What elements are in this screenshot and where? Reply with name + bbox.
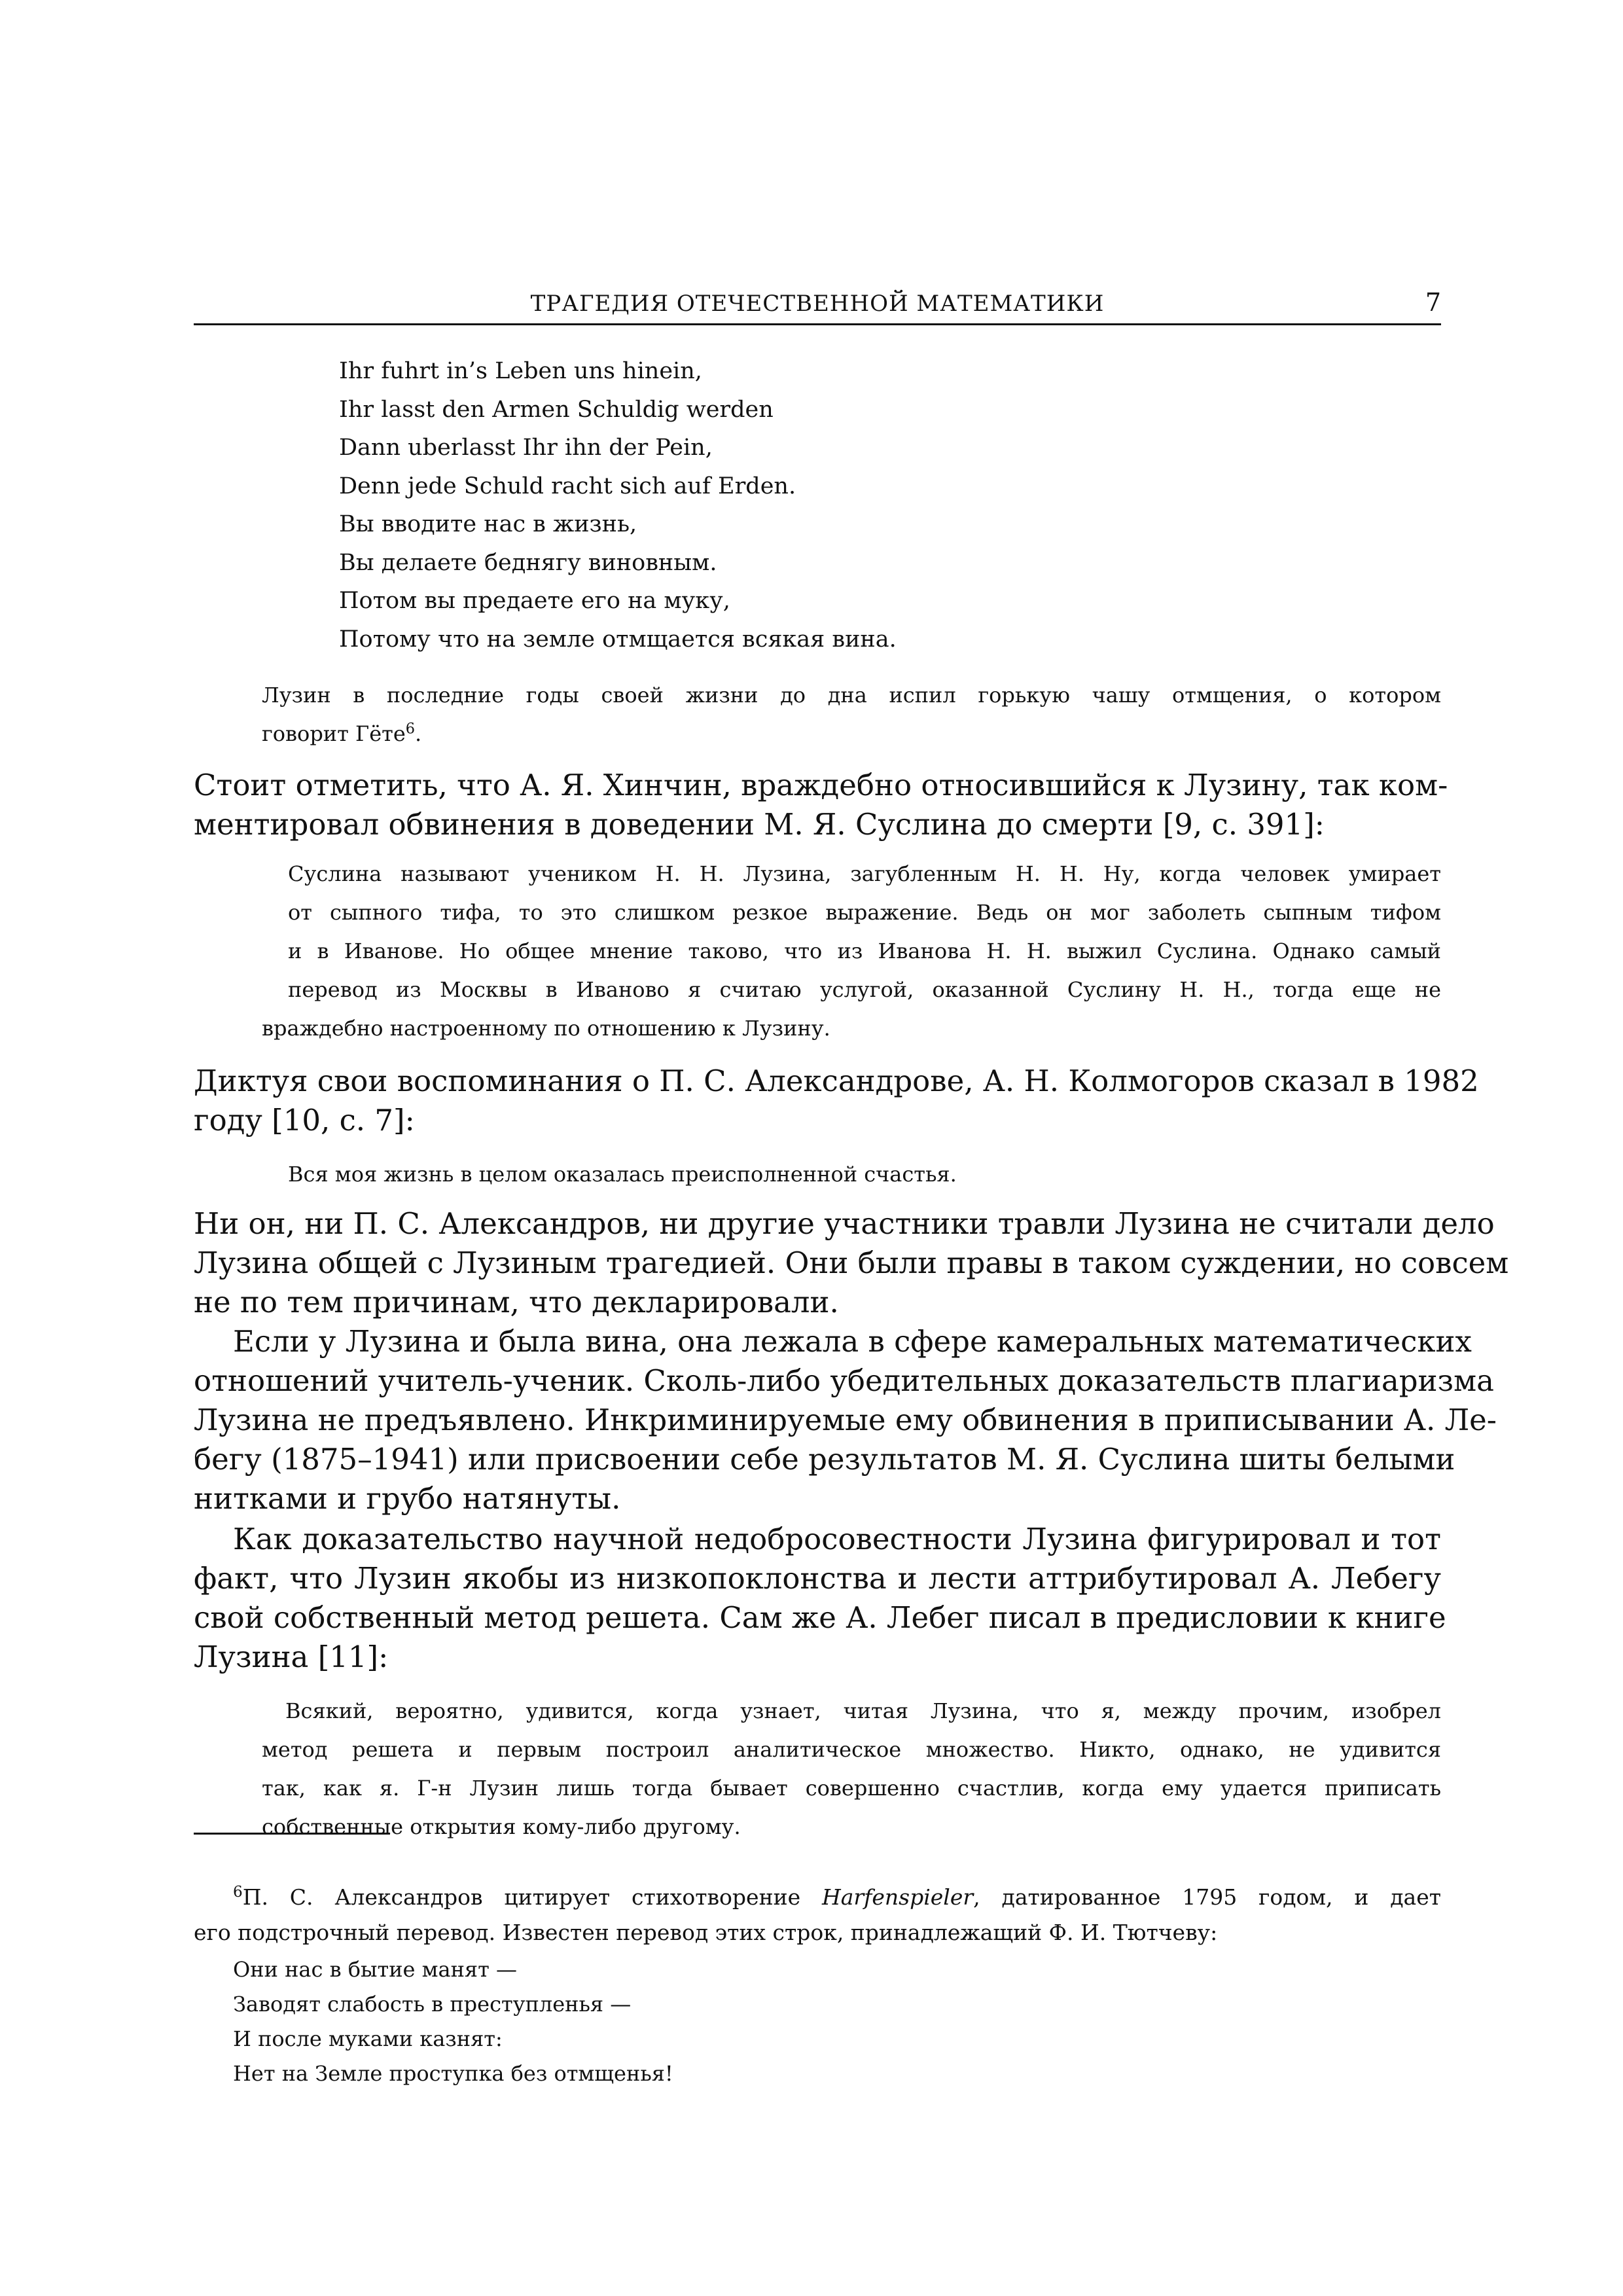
paragraph-tragedy bbox=[194, 1204, 1509, 1322]
quote-line: и в Иванове. Но общее мнение таково, что из Иванова Н. Н. выжил Суслина. Однако самый bbox=[288, 939, 1441, 963]
quote-line: так, как я. Г-н Лузин лишь тогда бывает совершенно счастлив, когда ему удается приписать bbox=[262, 1776, 1441, 1801]
page-number: 7 bbox=[1425, 288, 1441, 317]
poem-line: Вы делаете беднягу виновным. bbox=[339, 549, 717, 576]
poem-line: Denn jede Schuld racht sich auf Erden. bbox=[339, 473, 796, 499]
footnote-verse bbox=[233, 1952, 673, 2091]
text-line: Стоит отметить, что А. Я. Хинчин, враждебно относившийся к Лузину, так ком- bbox=[194, 768, 1448, 802]
paragraph-guilt bbox=[194, 1322, 1497, 1518]
text-line: Диктуя свои воспоминания о П. С. Александрове, А. Н. Колмогоров сказал в 1982 bbox=[194, 1064, 1479, 1098]
text-line: факт, что Лузин якобы из низкопоклонства и лести аттрибутировал А. Лебегу bbox=[194, 1561, 1441, 1596]
kolmogorov-quote bbox=[288, 1155, 1441, 1194]
quote-line: Всякий, вероятно, удивится, когда узнает, читая Лузина, что я, между прочим, изобрел bbox=[285, 1698, 1441, 1723]
text-line: Лузина общей с Лузиным трагедией. Они были правы в таком суждении, но совсем bbox=[194, 1246, 1509, 1280]
text-line: году [10, с. 7]: bbox=[194, 1103, 415, 1138]
paragraph-sieve bbox=[194, 1520, 1446, 1677]
quote-line: от сыпного тифа, то это слишком резкое выражение. Ведь он мог заболеть сыпным тифом bbox=[288, 900, 1441, 925]
text-line: Лузина [11]: bbox=[194, 1640, 389, 1674]
verse-line: Нет на Земле проступка без отмщенья! bbox=[233, 2061, 673, 2086]
quote-line: враждебно настроенному по отношению к Лузину. bbox=[262, 1016, 830, 1041]
quote-line bbox=[262, 715, 1441, 753]
footnote-text: , датированное 1795 годом, и дает bbox=[973, 1884, 1441, 1910]
footnote-marker[interactable]: 6 bbox=[405, 720, 416, 738]
text-line: отношений учитель-ученик. Сколь-либо убедительных доказательств плагиаризма bbox=[194, 1363, 1494, 1398]
khinchin-quote bbox=[262, 855, 1441, 1048]
quote-line: Лузин в последние годы своей жизни до дна испил горькую чашу отмщения, о котором bbox=[262, 683, 1441, 708]
footnote-rule bbox=[194, 1833, 390, 1835]
quote-line: собственные открытия кому-либо другому. bbox=[262, 1814, 741, 1839]
poem-line: Ihr fuhrt in’s Leben uns hinein, bbox=[339, 358, 702, 384]
poem-block bbox=[339, 352, 897, 658]
verse-line: И после муками казнят: bbox=[233, 2026, 503, 2051]
verse-line: Они нас в бытие манят — bbox=[233, 1957, 517, 1982]
running-head-title: ТРАГЕДИЯ ОТЕЧЕСТВЕННОЙ МАТЕМАТИКИ bbox=[530, 291, 1105, 317]
footnote-text: П. С. Александров цитирует стихотворение bbox=[242, 1884, 822, 1910]
poem-line: Вы вводите нас в жизнь, bbox=[339, 511, 637, 537]
quote-line: перевод из Москвы в Иваново я считаю услугой, оказанной Суслину Н. Н., тогда еще не bbox=[288, 977, 1441, 1002]
text-line: не по тем причинам, что декларировали. bbox=[194, 1285, 839, 1319]
running-head bbox=[194, 288, 1441, 325]
text-line: Как доказательство научной недобросовестности Лузина фигурировал и тот bbox=[233, 1522, 1441, 1556]
lebesgue-quote bbox=[262, 1692, 1441, 1846]
quote-line: Вся моя жизнь в целом оказалась преисполненной счастья. bbox=[288, 1162, 957, 1187]
poem-line: Потому что на земле отмщается всякая вина. bbox=[339, 626, 897, 653]
goethe-quote bbox=[262, 676, 1441, 753]
text-line: Ни он, ни П. С. Александров, ни другие участники травли Лузина не считали дело bbox=[194, 1206, 1495, 1241]
text-line: нитками и грубо натянуты. bbox=[194, 1481, 621, 1516]
poem-line: Dann uberlasst Ihr ihn der Pein, bbox=[339, 435, 713, 461]
footnote-number: 6 bbox=[233, 1884, 243, 1901]
text-line: Лузина не предъявлено. Инкриминируемые ему обвинения в приписывании А. Ле- bbox=[194, 1403, 1497, 1437]
footnote-title-italic: Harfenspieler bbox=[821, 1884, 974, 1910]
text-line: ментировал обвинения в доведении М. Я. Суслина до смерти [9, с. 391]: bbox=[194, 807, 1325, 842]
poem-line: Ihr lasst den Armen Schuldig werden bbox=[339, 396, 774, 423]
footnote bbox=[194, 1880, 1441, 1950]
text-line: бегу (1875–1941) или присвоении себе результатов М. Я. Суслина шиты белыми bbox=[194, 1442, 1455, 1477]
paragraph-kolmogorov bbox=[194, 1062, 1479, 1140]
paragraph-khinchin bbox=[194, 766, 1448, 844]
quote-end: . bbox=[415, 721, 422, 746]
text-line: Если у Лузина и была вина, она лежала в сфере камеральных математических bbox=[233, 1324, 1472, 1359]
quote-text: говорит Гёте bbox=[262, 721, 406, 746]
footnote-line bbox=[194, 1880, 1441, 1915]
footnote-line: его подстрочный перевод. Известен перевод этих строк, принадлежащий Ф. И. Тютчеву: bbox=[194, 1920, 1218, 1945]
poem-line: Потом вы предаете его на муку, bbox=[339, 588, 730, 614]
text-line: свой собственный метод решета. Сам же А. Лебег писал в предисловии к книге bbox=[194, 1600, 1446, 1635]
quote-line: Суслина называют учеником Н. Н. Лузина, загубленным Н. Н. Ну, когда человек умирает bbox=[288, 861, 1441, 886]
quote-line: метод решета и первым построил аналитическое множество. Никто, однако, не удивится bbox=[262, 1737, 1441, 1762]
verse-line: Заводят слабость в преступленья — bbox=[233, 1992, 632, 2017]
